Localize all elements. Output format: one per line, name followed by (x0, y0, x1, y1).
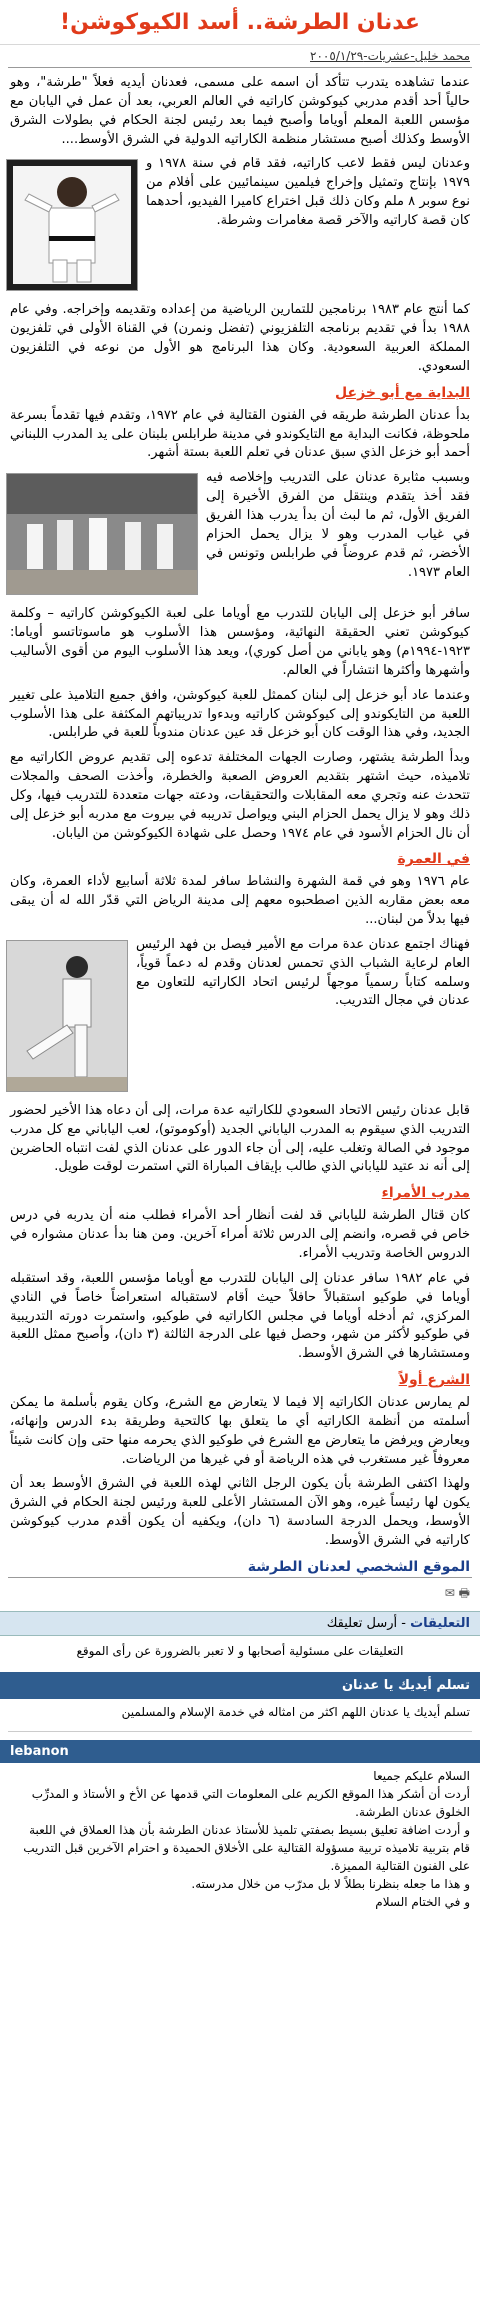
paragraph-15: ولهذا اكتفى الطرشة بأن يكون الرجل الثاني لهذه اللعبة في الشرق الأوسط بعد أن يكون لها رئيساً غيره، وهو الآن المستشار الأعلى للعبة ورئيس لجنة الحكام في الشرق الأوسط، ويحمل الدرجة السادسة (٦ دان)، ويكفيه أن يكون أقدم مدرب كيوكوشن كاراتيه في الشرق الأوسط. (10, 1476, 470, 1548)
comments-disclaimer: التعليقات على مسئولية أصحابها و لا تعبر بالضرورة عن رأى الموقع (76, 1643, 404, 1658)
paragraph-6: سافر أبو خزعل إلى اليابان للتدرب مع أوياما على لعبة الكيوكوشن كاراتيه – وكلمة كيوكوشن تعني الحقيقة النهائية، ومؤسس هذا الأسلوب هو ماسوتاتسو أوياما: ١٩٢٣-١٩٩٤م) وهو ياباني من أصل كوري)، ويعد هذا الأسلوب اليوم من أقوى الأساليب وأشهرها وأكثرها انتشاراً في العالم. (10, 606, 470, 678)
paragraph-12: كان قتال الطرشة للياباني قد لفت أنظار أحد الأمراء فطلب منه أن يدربه في درس خاص في قصره، وانضم إلى الدرس ثلاثة أمراء آخرين. ومن هنا بدأ عدنان مشواره في الدروس الخاصة وتدريب الأمراء. (10, 1208, 470, 1261)
divider (8, 67, 472, 68)
section-heading-3: مدرب الأمراء (381, 1185, 470, 1202)
paragraph-3: كما أنتج عام ١٩٨٣ برنامجين للتمارين الرياضية من إعداده وتقديمه وإخراجه. وفي عام ١٩٨٨ بدأ في تقديم برنامجه التلفزيوني (تفضل ونمرن) في القناة الأولى في تلفزيون المملكة العربية السعودية. وكان هذا البرنامج هو الأول من نوعه في التلفزيون السعودي. (10, 302, 470, 374)
title-bar (0, 0, 480, 45)
paragraph-1: عندما تشاهده يتدرب تتأكد أن اسمه على مسمى، فعدنان أيديه فعلاً "طرشة"، وهو حالياً أحد أقدم مدربي كيوكوشن كاراتيه في العالم العربي، بعد أن عمل في اليابان مع مؤسس اللعبة المعلم أوياما وأصبح فيما بعد رئيس لجنة الحكام في بطولات الشرق الأوسط وكذلك أصبح مستشار منظمة الكاراتيه الدولية في الشرق الأوسط.... (10, 75, 470, 147)
comments-label: التعليقات (410, 1615, 470, 1631)
paragraph-13: في عام ١٩٨٢ سافر عدنان إلى اليابان للتدرب مع أوياما مؤسس اللعبة، وقد استقبله أوياما في طوكيو استقبالاً حافلاً حيث أقام لاستقباله استعراضاً خاصاً في النادي المركزي، ثم أدخله أوياما في مجلس الكاراتيه في طوكيو، واستمرت دورته التدريبية في طوكيو لأكثر من شهر، وحصل فيها على الدرجة الثالثة (٣ دان)، وأصبح ممثل اللعبة ومستشارها في الشرق الأوسط. (10, 1270, 470, 1362)
karate-photo-2 (6, 473, 198, 595)
comment-author-1: تسلم أيديك يا عدنان (0, 1672, 480, 1699)
paragraph-11: قابل عدنان رئيس الاتحاد السعودي للكاراتيه عدة مرات، إلى أن دعاه هذا الأخير لحضور التدريب الذي سيقوم به المدرب الياباني الجديد (أوكوموتو)، لعب الياباني مع كل مدرب موجود في الصالة وتغلب عليه، إلى أن جاء الدور على عدنان الذي لفت انتباه الحاضرين إلى أنه ند عتيد للياباني الذي طالب بإيقاف المباراة التي استمرت لوقت طويل. (10, 1102, 470, 1175)
paragraph-9: عام ١٩٧٦ وهو في قمة الشهرة والنشاط سافر لمدة ثلاثة أسابيع لأداء العمرة، وكان معه بعض مقاربه الذين اصطحبوه معهم إلى مدينة الرياض التي قدّر الله له أن يبقى فيها بدلاً من لبنان... (10, 874, 470, 928)
divider (8, 1731, 472, 1732)
comment-author-2: lebanon (0, 1740, 480, 1763)
printer-icon[interactable]: 🖶 (458, 1585, 470, 1600)
page-title: عدنان الطرشة.. أسد الكيوكوشن! (60, 9, 420, 35)
divider (8, 1577, 472, 1578)
send-comment-link[interactable]: أرسل تعليقك (326, 1615, 398, 1631)
mail-icon[interactable]: ✉ (444, 1585, 455, 1600)
profile-link[interactable]: الموقع الشخصي لعدنان الطرشة (247, 1558, 470, 1575)
article-meta: محمد خليل-عشريات-٢٠٠٥/١/٢٩ (310, 49, 470, 63)
paragraph-2: وعدنان ليس فقط لاعب كاراتيه، فقد قام في سنة ١٩٧٨ و ١٩٧٩ بإنتاج وتمثيل وإخراج فيلمين سينمائيين على أفلام من نوع سوبر ٨ ملم وكان ذلك قبل اختراع كاميرا الفيديو، أحدهما كان قصة كاراتيه والآخر قصة مغامرات وشرطة. (146, 156, 470, 228)
paragraph-14: لم يمارس عدنان الكاراتيه إلا فيما لا يتعارض مع الشرع، وكان يقوم بأسلمة ما يمكن أسلمته من أنظمة الكاراتيه أي ما يتعلق بها كالتحية وطريقة بدء الدرس وإنهائه، ويعارض ويرفض ما يتعارض مع الشرع في طوكيو الذي يحرمه منها حتى وإن كانت شيئاً معروفاً غير مستغرب في هذه الرياضة أو في غيرها من الرياضات. (10, 1395, 470, 1467)
paragraph-8: وبدأ الطرشة يشتهر، وصارت الجهات المختلفة تدعوه إلى تقديم عروض الكاراتيه مع تلاميذه، حيث اشتهر بتقديم العروض الصعبة والخطرة، وأخذت الصحف والمجلات تتحدث عنه وتجري معه المقابلات والتحقيقات، ودعته جهات متعددة للتدريب فيها، وكل ذلك وهو لا يزال يحمل الحزام البني ويواصل تدريبه في بيروت مع مدربه أبو خزعل إلى أن نال الحزام الأسود في عام ١٩٧٤ وحصل على شهادة الكيوكوشن من اليابان. (10, 750, 470, 841)
paragraph-4: بدأ عدنان الطرشة طريقه في الفنون القتالية في عام ١٩٧٢، وتقدم فيها تقدماً بسرعة ملحوظة، فكانت البداية مع التايكوندو في مدينة طرابلس بلبنان على يد المدرب اللبناني أحمد أبو خزعل الذي سبق عدنان في تعلم اللعبة بستة أشهر. (10, 407, 471, 461)
section-heading-2: في العمرة (397, 851, 470, 868)
comment-body-1: تسلم أيديك يا عدنان اللهم اكثر من امثاله في خدمة الإسلام والمسلمين (121, 1704, 470, 1719)
paragraph-7: وعندما عاد أبو خزعل إلى لبنان كممثل للعبة كيوكوشن، وافق جميع التلاميذ على تغيير اللعبة من التايكوندو إلى كيوكوشن كاراتيه وبدءوا تدريباتهم المكثفة على هذا الأسلوب الجديد، وفي هذا الوقت كان أبو خزعل قد عين عدنان مندوباً للعبة في طرابلس. (10, 687, 470, 741)
section-heading-1: البداية مع أبو خزعل (335, 384, 470, 401)
paragraph-10: فهناك اجتمع عدنان عدة مرات مع الأمير فيصل بن فهد الرئيس العام لرعاية الشباب الذي تحمس لعدنان وقدم له دعماً قوياً، وسلمه كتاباً رسمياً موجهاً لرئيس اتحاد الكاراتيه للتعاون مع عدنان في مجال التدريب. (136, 936, 470, 1009)
paragraph-5: وبسبب مثابرة عدنان على التدريب وإخلاصه فيه فقد أخذ يتقدم وينتقل من الفرق الأخيرة إلى الفريق الأول، ثم ما لبث أن بدأ يدرب هذا الفريق في غياب المدرب وهو لا يزال يحمل الحزام الأخضر، ثم قدم عروضاً في طرابلس وتونس في العام ١٩٧٣. (206, 470, 470, 580)
karate-photo-3 (6, 940, 128, 1092)
comment-body-2: السلام عليكم جميعا أردت أن أشكر هذا الموقع الكريم على المعلومات التي قدمها عن الأخ و الأستاذ و المدرِّب الخلوق عدنان الطرشة. و أردت اضافة تعليق بسيط بصفتي تلميذ للأستاذ عدنان الطرشة بأن هذا العملاق في اللعبة قام بتربية تلاميذه تربية مسؤولة القتالية على الأخلاق الحميدة و احترام الآخرين قبل التدريب على الفنون القتالية المميزة. و هذا ما جعله بنظرنا بطلاً لا بل مدرّب من خلال مدرسته. و في الختام السلام (23, 1768, 470, 1909)
karate-photo-1 (6, 159, 138, 291)
section-heading-4: الشرع أولاً (398, 1372, 470, 1389)
comments-header: التعليقات - أرسل تعليقك (0, 1611, 480, 1636)
share-icons (10, 1584, 470, 1605)
